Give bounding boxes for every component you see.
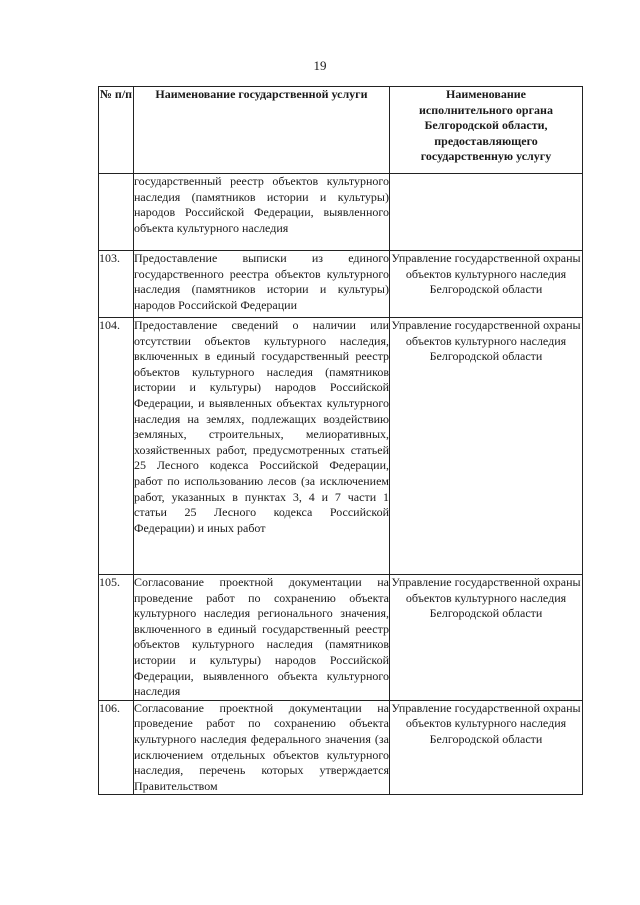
service-name: Согласование проектной документации на проведение работ по сохранению объекта культурного наследия регионального значения, включенного в единый государственный реестр объектов культурного наследия (памятников истории и культуры) народов Российской Федерации, выявленного объекта культурного наследия <box>134 575 390 701</box>
table-row <box>99 251 583 318</box>
executive-body: Управление государственной охраны объектов культурного наследия Белгородской области <box>390 251 583 318</box>
services-table <box>98 86 583 795</box>
executive-body: Управление государственной охраны объектов культурного наследия Белгородской области <box>390 700 583 795</box>
executive-body: Управление государственной охраны объектов культурного наследия Белгородской области <box>390 318 583 575</box>
table-row <box>99 575 583 701</box>
table-row <box>99 318 583 575</box>
table-row <box>99 700 583 795</box>
service-name: Предоставление выписки из единого государственного реестра объектов культурного наследия (памятников истории и культуры) народов Российской Федерации <box>134 251 390 318</box>
table-header-row <box>99 87 583 174</box>
executive-body <box>390 174 583 251</box>
row-number: 106. <box>99 700 134 795</box>
row-number: 104. <box>99 318 134 575</box>
row-number <box>99 174 134 251</box>
header-number: № п/п <box>99 87 134 174</box>
service-name: Согласование проектной документации на проведение работ по сохранению объекта культурного наследия федерального значения (за исключением отдельных объектов культурного наследия, перечень которых утверждается Правительством <box>134 700 390 795</box>
executive-body: Управление государственной охраны объектов культурного наследия Белгородской области <box>390 575 583 701</box>
header-service-name: Наименование государственной услуги <box>134 87 390 174</box>
row-number: 105. <box>99 575 134 701</box>
row-number: 103. <box>99 251 134 318</box>
service-name: государственный реестр объектов культурного наследия (памятников истории и культуры) народов Российской Федерации, выявленного объекта культурного наследия <box>134 174 390 251</box>
service-name: Предоставление сведений о наличии или отсутствии объектов культурного наследия, включенных в единый государственный реестр объектов культурного наследия (памятников истории и культуры) народов Российской Федерации, и выявленных объектах культурного наследия на землях, подлежащих воздействию земляных, строительных, мелиоративных, хозяйственных работ, предусмотренных статьей 25 Лесного кодекса Российской Федерации, работ по использованию лесов (за исключением работ, указанных в пунктах 3, 4 и 7 части 1 статьи 25 Лесного кодекса Российской Федерации) и иных работ <box>134 318 390 575</box>
header-executive-body: Наименование исполнительного органа Белгородской области, предоставляющего государственную услугу <box>390 87 583 174</box>
table-row <box>99 174 583 251</box>
page-number: 19 <box>313 58 327 73</box>
